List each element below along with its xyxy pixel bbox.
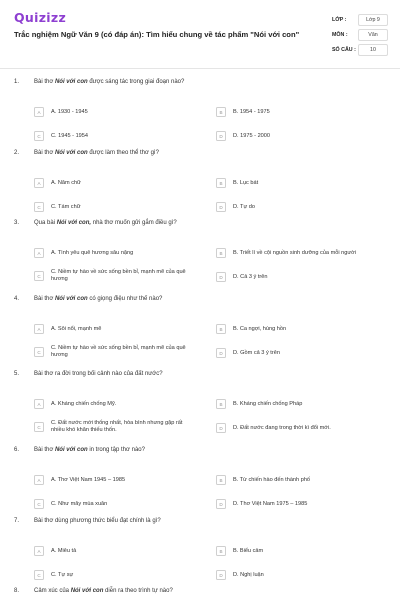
option-letter-box[interactable]: A xyxy=(34,178,44,188)
answer-option-c[interactable] xyxy=(34,345,194,359)
option-text: A. 1930 - 1945 xyxy=(51,108,88,115)
question-number: 7. xyxy=(14,518,20,524)
question-text xyxy=(34,150,159,156)
question-number: 3. xyxy=(14,220,20,226)
option-text: C. Niềm tự hào về sức sống bền bỉ, mạnh mẽ của quê hương xyxy=(51,345,186,358)
option-text: A. Năm chữ xyxy=(51,179,81,186)
option-text: B. Ca ngợi, hùng hồn xyxy=(233,325,287,332)
option-text: C. Tự sự xyxy=(51,571,74,578)
question-number: 1. xyxy=(14,79,20,85)
option-text: B. Lục bát xyxy=(233,179,259,186)
option-letter-box[interactable]: C xyxy=(34,131,44,141)
option-text: D. Đất nước đang trong thời kì đổi mới. xyxy=(233,424,331,431)
answer-option-c[interactable] xyxy=(34,131,194,141)
question-line xyxy=(0,588,400,600)
option-text: B. Biểu cảm xyxy=(233,547,264,554)
question-text xyxy=(34,220,177,226)
option-letter-box[interactable]: A xyxy=(34,107,44,117)
answer-option-d[interactable] xyxy=(216,202,376,212)
option-letter-box[interactable]: B xyxy=(216,248,226,258)
option-letter-box[interactable]: D xyxy=(216,570,226,580)
question-number: 2. xyxy=(14,150,20,156)
answer-option-d[interactable] xyxy=(216,131,376,141)
answer-option-c[interactable] xyxy=(34,570,194,580)
answer-option-c[interactable] xyxy=(34,499,194,509)
question-text xyxy=(34,588,173,594)
option-text: D. Nghị luận xyxy=(233,571,264,578)
question-text-part: Bài thơ xyxy=(34,447,55,453)
question-text-part: Bài thơ xyxy=(34,79,55,85)
answer-option-b[interactable] xyxy=(216,399,376,409)
option-letter-box[interactable]: C xyxy=(34,570,44,580)
answer-option-a[interactable] xyxy=(34,248,194,258)
option-text: B. Từ chiến hào đến thành phố xyxy=(233,476,311,483)
question-text-part: Bài thơ xyxy=(34,150,55,156)
answer-option-a[interactable] xyxy=(34,178,194,188)
option-text: C. Tám chữ xyxy=(51,203,81,210)
question-number: 6. xyxy=(14,447,20,453)
option-letter-box[interactable]: C xyxy=(34,271,44,281)
option-letter-box[interactable]: B xyxy=(216,178,226,188)
question-text-part: được sáng tác trong giai đoạn nào? xyxy=(87,79,185,85)
answer-option-d[interactable] xyxy=(216,348,376,358)
answer-option-b[interactable] xyxy=(216,324,376,334)
work-title: Nói với con xyxy=(54,79,88,85)
question-text-part: diễn ra theo trình tự nào? xyxy=(103,588,173,594)
option-text: B. 1954 - 1975 xyxy=(233,108,270,115)
option-letter-box[interactable]: C xyxy=(34,499,44,509)
option-letter-box[interactable]: B xyxy=(216,324,226,334)
answer-option-b[interactable] xyxy=(216,248,376,258)
option-text: D. 1975 - 2000 xyxy=(233,132,271,139)
option-text: C. Đất nước mới thống nhất, hòa bình nhưng gặp rất nhiều khó khăn thiếu thốn. xyxy=(51,420,183,433)
question-text-part: in trong tập thơ nào? xyxy=(87,447,145,453)
option-text: A. Tình yêu quê hương sâu nặng xyxy=(51,249,134,256)
answer-option-b[interactable] xyxy=(216,546,376,556)
question-item xyxy=(0,79,400,139)
meta-value: Lớp 9 xyxy=(358,14,388,26)
option-text: A. Thơ Việt Nam 1945 – 1985 xyxy=(51,476,126,483)
question-line xyxy=(0,220,400,232)
question-line xyxy=(0,79,400,91)
option-text: D. Thơ Việt Nam 1975 – 1985 xyxy=(233,500,308,507)
option-text: C. 1945 - 1954 xyxy=(51,132,89,139)
option-text: A. Miêu tả xyxy=(51,547,77,554)
work-title: Nói với con xyxy=(70,588,104,594)
answer-option-a[interactable] xyxy=(34,546,194,556)
option-text: C. Như mây mùa xuân xyxy=(51,500,108,507)
question-text-part: Bài thơ dùng phương thức biểu đạt chính là gì? xyxy=(34,518,161,524)
question-text xyxy=(34,447,145,453)
question-line xyxy=(0,447,400,459)
option-letter-box[interactable]: D xyxy=(216,423,226,433)
question-text-part: nhà thơ muốn gửi gắm điều gì? xyxy=(91,220,177,226)
option-text: C. Niềm tự hào về sức sống bền bỉ, mạnh mẽ của quê hương xyxy=(51,269,186,282)
question-text-part: Bài thơ xyxy=(34,296,55,302)
option-letter-box[interactable]: A xyxy=(34,248,44,258)
option-letter-box[interactable]: A xyxy=(34,546,44,556)
option-text: D. Tự do xyxy=(233,203,255,210)
question-item xyxy=(0,447,400,507)
answer-option-d[interactable] xyxy=(216,570,376,580)
option-text: B. Triết lí về cội nguồn sinh dưỡng của mỗi người xyxy=(233,249,357,256)
option-letter-box[interactable]: D xyxy=(216,202,226,212)
meta-label: MÔN : xyxy=(332,31,348,38)
page-title: Trắc nghiệm Ngữ Văn 9 (có đáp án): Tìm hiểu chung về tác phẩm "Nói với con" xyxy=(14,30,300,39)
option-text: D. Cả 3 ý trên xyxy=(233,273,268,280)
meta-value: 10 xyxy=(358,44,388,56)
option-letter-box[interactable]: C xyxy=(34,422,44,432)
option-letter-box[interactable]: B xyxy=(216,546,226,556)
question-text-part: có giọng điệu như thế nào? xyxy=(87,296,163,302)
meta-label: SỐ CÂU : xyxy=(332,46,356,53)
meta-panel xyxy=(332,12,388,57)
question-item xyxy=(0,296,400,358)
option-text: A. Sôi nổi, mạnh mẽ xyxy=(51,325,102,332)
option-letter-box[interactable]: A xyxy=(34,399,44,409)
answer-option-a[interactable] xyxy=(34,324,194,334)
question-number: 4. xyxy=(14,296,20,302)
meta-row-question-count xyxy=(332,42,388,57)
answer-option-d[interactable] xyxy=(216,272,376,282)
meta-row-class xyxy=(332,12,388,27)
answer-option-b[interactable] xyxy=(216,178,376,188)
answer-option-d[interactable] xyxy=(216,499,376,509)
option-text: B. Kháng chiến chống Pháp xyxy=(233,400,303,407)
option-letter-box[interactable]: C xyxy=(34,202,44,212)
question-item xyxy=(0,150,400,210)
answer-option-c[interactable] xyxy=(34,269,194,283)
meta-value: Văn xyxy=(358,29,388,41)
option-letter-box[interactable]: A xyxy=(34,475,44,485)
question-text-part: Qua bài xyxy=(34,220,57,226)
question-text xyxy=(34,296,162,302)
answer-option-b[interactable] xyxy=(216,475,376,485)
option-letter-box[interactable]: B xyxy=(216,107,226,117)
question-item xyxy=(0,518,400,578)
question-number: 8. xyxy=(14,588,20,594)
question-text-part: được làm theo thể thơ gì? xyxy=(87,150,159,156)
question-text xyxy=(34,518,161,524)
option-letter-box[interactable]: B xyxy=(216,475,226,485)
question-item xyxy=(0,588,400,600)
work-title: Nói với con xyxy=(54,447,88,453)
option-letter-box[interactable]: D xyxy=(216,272,226,282)
option-text: D. Gồm cả 3 ý trên xyxy=(233,349,280,356)
meta-row-subject xyxy=(332,27,388,42)
question-line xyxy=(0,150,400,162)
question-item xyxy=(0,220,400,282)
quizizz-logo[interactable]: Quizizz xyxy=(14,10,67,25)
option-letter-box[interactable]: D xyxy=(216,131,226,141)
answer-option-a[interactable] xyxy=(34,475,194,485)
header-divider xyxy=(0,68,400,69)
question-line xyxy=(0,296,400,308)
option-letter-box[interactable]: C xyxy=(34,347,44,357)
question-text-part: Bài thơ ra đời trong bối cảnh nào của đất nước? xyxy=(34,371,163,377)
answer-option-c[interactable] xyxy=(34,420,194,434)
question-text-part: Cảm xúc của xyxy=(34,588,71,594)
option-text: A. Kháng chiến chống Mỹ. xyxy=(51,400,117,407)
work-title: Nói với con xyxy=(54,150,88,156)
answer-option-a[interactable] xyxy=(34,399,194,409)
question-line xyxy=(0,518,400,530)
answer-option-a[interactable] xyxy=(34,107,194,117)
answer-option-b[interactable] xyxy=(216,107,376,117)
answer-option-d[interactable] xyxy=(216,423,376,433)
question-text xyxy=(34,371,163,377)
question-text xyxy=(34,79,184,85)
work-title: Nói với con, xyxy=(56,220,92,226)
answer-option-c[interactable] xyxy=(34,202,194,212)
option-letter-box[interactable]: A xyxy=(34,324,44,334)
question-line xyxy=(0,371,400,383)
option-letter-box[interactable]: D xyxy=(216,348,226,358)
option-letter-box[interactable]: D xyxy=(216,499,226,509)
meta-label: LỚP : xyxy=(332,16,347,23)
question-item xyxy=(0,371,400,433)
work-title: Nói với con xyxy=(54,296,88,302)
worksheet-header xyxy=(0,0,400,68)
question-number: 5. xyxy=(14,371,20,377)
option-letter-box[interactable]: B xyxy=(216,399,226,409)
